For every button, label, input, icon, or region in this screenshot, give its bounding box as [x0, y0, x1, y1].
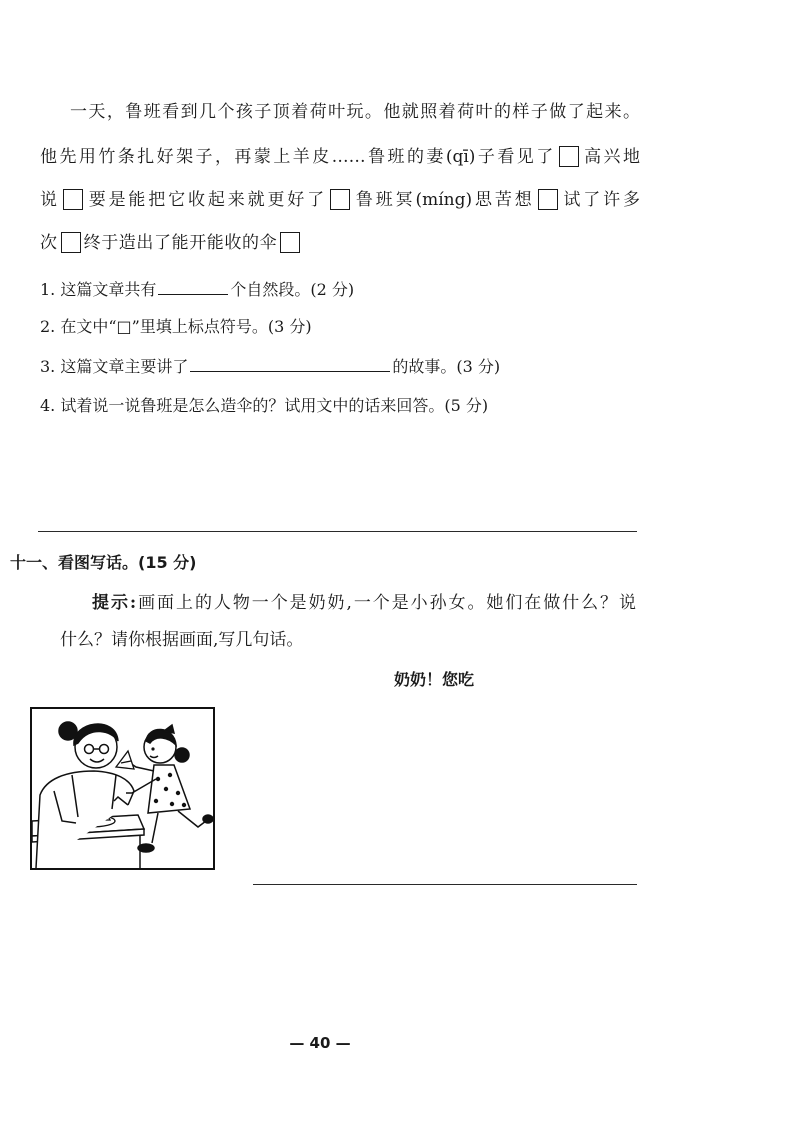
- punctuation-box: [559, 146, 579, 167]
- question-3: [40, 356, 500, 378]
- passage-line-1: [70, 100, 640, 124]
- passage-text: 高兴地: [581, 147, 641, 167]
- question-number: 4.: [40, 396, 56, 415]
- punctuation-box: [61, 232, 81, 253]
- writing-prompt: 奶奶！您吃: [394, 670, 475, 689]
- answer-line: [38, 531, 637, 532]
- question-text: 在文中“□”里填上标点符号。(3 分): [60, 317, 312, 336]
- passage-text: 次: [40, 233, 58, 253]
- section-heading: 十一、看图写话。(15 分): [10, 553, 197, 572]
- hint-line-1: [92, 591, 636, 615]
- question-number: 1.: [40, 280, 56, 299]
- punctuation-box: [538, 189, 558, 210]
- passage-text: 终于造出了能开能收的伞: [83, 233, 278, 253]
- question-text: 这篇文章共有: [60, 280, 157, 299]
- passage-text: 鲁班冥(míng)思苦想: [353, 190, 535, 210]
- question-text: 个自然段。(2 分): [230, 280, 355, 299]
- question-number: 3.: [40, 357, 56, 376]
- answer-line: [253, 884, 637, 885]
- zongzi-in-hand: [116, 751, 134, 769]
- question-text: 这篇文章主要讲了: [60, 357, 189, 376]
- question-1: [40, 279, 354, 301]
- answer-blank: [190, 356, 390, 372]
- passage-text: 一天，鲁班看到几个孩子顶着荷叶玩。他就照着荷叶的样子做了起来。: [70, 102, 640, 122]
- illustration-drawing: [32, 709, 213, 868]
- question-number: 2.: [40, 317, 56, 336]
- question-2: [40, 316, 312, 338]
- passage-line-4: [40, 231, 640, 255]
- passage-text: 要是能把它收起来就更好了: [85, 190, 328, 210]
- grandma-figure: [36, 722, 134, 868]
- passage-line-2: [40, 145, 640, 169]
- passage-text: 他先用竹条扎好架子，再蒙上羊皮……鲁班的妻(qī)子看见了: [40, 147, 556, 167]
- page-number: — 40 —: [289, 1034, 351, 1052]
- passage-text: 试了许多: [560, 190, 640, 210]
- answer-blank: [158, 279, 228, 295]
- passage-line-3: [40, 188, 640, 212]
- passage-text: 说: [40, 190, 60, 210]
- hint-label: 提示:: [92, 593, 137, 613]
- question-4: [40, 395, 488, 417]
- question-text: 试着说一说鲁班是怎么造伞的？试用文中的话来回答。(5 分): [60, 396, 489, 415]
- punctuation-box: [280, 232, 300, 253]
- illustration-grandma-granddaughter-image: [30, 707, 215, 870]
- hint-text: 画面上的人物一个是奶奶,一个是小孙女。她们在做什么？说: [136, 593, 637, 613]
- punctuation-box: [330, 189, 350, 210]
- punctuation-box: [63, 189, 83, 210]
- question-text: 的故事。(3 分): [392, 357, 501, 376]
- hint-line-2: 什么？请你根据画面,写几句话。: [60, 630, 304, 650]
